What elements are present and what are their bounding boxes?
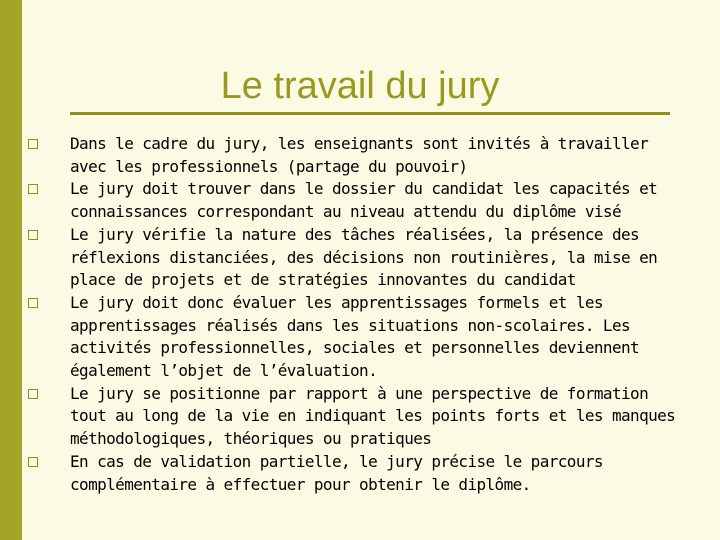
bullet-text: Dans le cadre du jury, les enseignants sont invités à travailler avec les professionnels (partage du pouvoir) bbox=[70, 134, 649, 176]
bullet-list bbox=[28, 133, 718, 496]
sidebar-accent-bar bbox=[0, 0, 22, 540]
slide-title: Le travail du jury bbox=[220, 65, 500, 107]
hollow-square-bullet-icon bbox=[28, 298, 38, 308]
list-item bbox=[28, 178, 718, 223]
bullet-text: Le jury doit trouver dans le dossier du candidat les capacités et connaissances correspondant au niveau attendu du diplôme visé bbox=[70, 179, 658, 222]
bullet-text: Le jury vérifie la nature des tâches réalisées, la présence des réflexions distanciées, des décisions non routinières, la mise en place de projets et de stratégies innovantes du candidat bbox=[70, 224, 658, 290]
list-item bbox=[28, 224, 718, 292]
list-item bbox=[28, 383, 718, 451]
hollow-square-bullet-icon bbox=[28, 139, 38, 149]
hollow-square-bullet-icon bbox=[28, 457, 38, 467]
bullet-text: Le jury se positionne par rapport à une perspective de formation tout au long de la vie en indiquant les points forts et les manques méthodologiques, théoriques ou pratiques bbox=[70, 383, 676, 449]
title-underline bbox=[70, 112, 670, 115]
list-item bbox=[28, 451, 718, 496]
bullet-text: En cas de validation partielle, le jury précise le parcours complémentaire à effectuer pour obtenir le diplôme. bbox=[70, 451, 603, 494]
list-item bbox=[28, 292, 718, 383]
list-item bbox=[28, 133, 718, 178]
hollow-square-bullet-icon bbox=[28, 184, 38, 194]
hollow-square-bullet-icon bbox=[28, 230, 38, 240]
hollow-square-bullet-icon bbox=[28, 389, 38, 399]
bullet-text: Le jury doit donc évaluer les apprentissages formels et les apprentissages réalisés dans les situations non-scolaires. Les activités professionnelles, sociales et personnelles deviennent également l’objet de l’évaluation. bbox=[70, 292, 640, 381]
